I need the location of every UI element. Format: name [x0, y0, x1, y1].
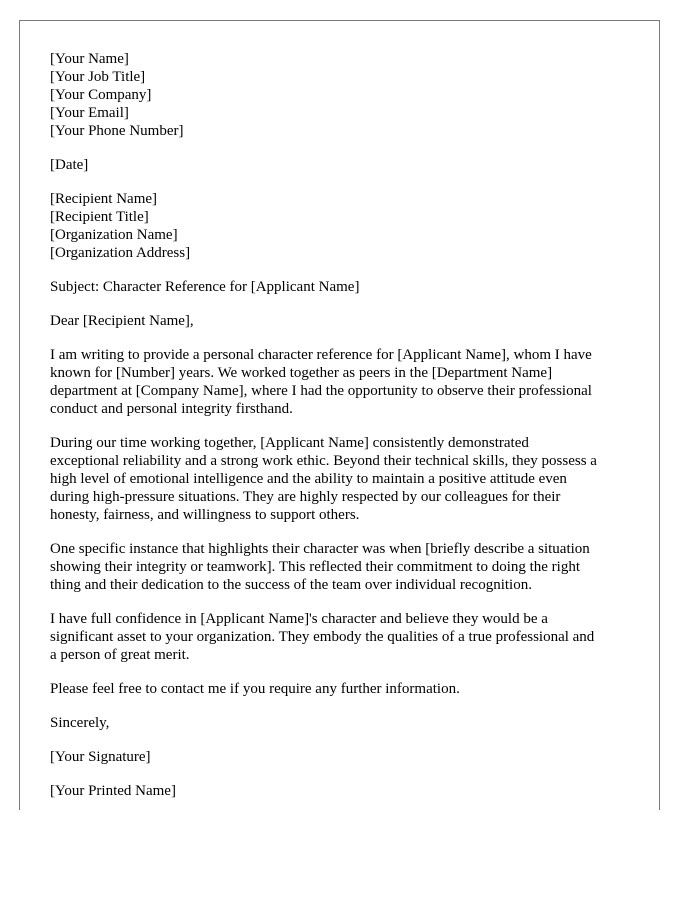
letter-date: [Date] — [50, 157, 89, 173]
paragraph-line: high level of emotional intelligence and the ability to maintain a positive attitude even — [50, 471, 567, 487]
printed-name: [Your Printed Name] — [50, 783, 176, 799]
sender-phone: [Your Phone Number] — [50, 123, 184, 139]
paragraph-line: thing and their dedication to the success of the team over individual recognition. — [50, 577, 532, 593]
paragraph-line: One specific instance that highlights their character was when [briefly describe a situation — [50, 541, 590, 557]
paragraph-line: during high-pressure situations. They are highly respected by our colleagues for their — [50, 489, 561, 505]
paragraph-line: conduct and personal integrity firsthand. — [50, 401, 293, 417]
salutation: Dear [Recipient Name], — [50, 313, 194, 329]
sender-company: [Your Company] — [50, 87, 152, 103]
paragraph-line: honesty, fairness, and willingness to support others. — [50, 507, 360, 523]
recipient-organization: [Organization Name] — [50, 227, 178, 243]
sender-job-title: [Your Job Title] — [50, 69, 146, 85]
paragraph-line: significant asset to your organization. They embody the qualities of a true professional and — [50, 629, 595, 645]
paragraph-line: showing their integrity or teamwork]. This reflected their commitment to doing the right — [50, 559, 581, 575]
paragraph-example — [50, 540, 636, 594]
sender-name: [Your Name] — [50, 51, 129, 67]
letter-body — [50, 50, 636, 816]
sender-email: [Your Email] — [50, 105, 129, 121]
paragraph-line: During our time working together, [Applicant Name] consistently demonstrated — [50, 435, 529, 451]
recipient-title: [Recipient Title] — [50, 209, 149, 225]
paragraph-line: a person of great merit. — [50, 647, 190, 663]
letter-page — [19, 20, 660, 810]
paragraph-qualities — [50, 434, 636, 524]
subject-line: Subject: Character Reference for [Applicant Name] — [50, 279, 360, 295]
paragraph-line: I am writing to provide a personal character reference for [Applicant Name], whom I have — [50, 347, 592, 363]
closing: Sincerely, — [50, 715, 110, 731]
paragraph-line: exceptional reliability and a strong work ethic. Beyond their technical skills, they possess a — [50, 453, 597, 469]
paragraph-line: department at [Company Name], where I had the opportunity to observe their professional — [50, 383, 592, 399]
recipient-block — [50, 190, 636, 262]
signature-placeholder: [Your Signature] — [50, 749, 151, 765]
paragraph-endorsement — [50, 610, 636, 664]
paragraph-introduction — [50, 346, 636, 418]
paragraph-line: known for [Number] years. We worked together as peers in the [Department Name] — [50, 365, 553, 381]
recipient-address: [Organization Address] — [50, 245, 191, 261]
recipient-name: [Recipient Name] — [50, 191, 158, 207]
sender-block — [50, 50, 636, 140]
paragraph-line: I have full confidence in [Applicant Name]'s character and believe they would be a — [50, 611, 548, 627]
paragraph-contact — [50, 680, 636, 698]
paragraph-line: Please feel free to contact me if you require any further information. — [50, 681, 460, 697]
date-block — [50, 156, 636, 174]
